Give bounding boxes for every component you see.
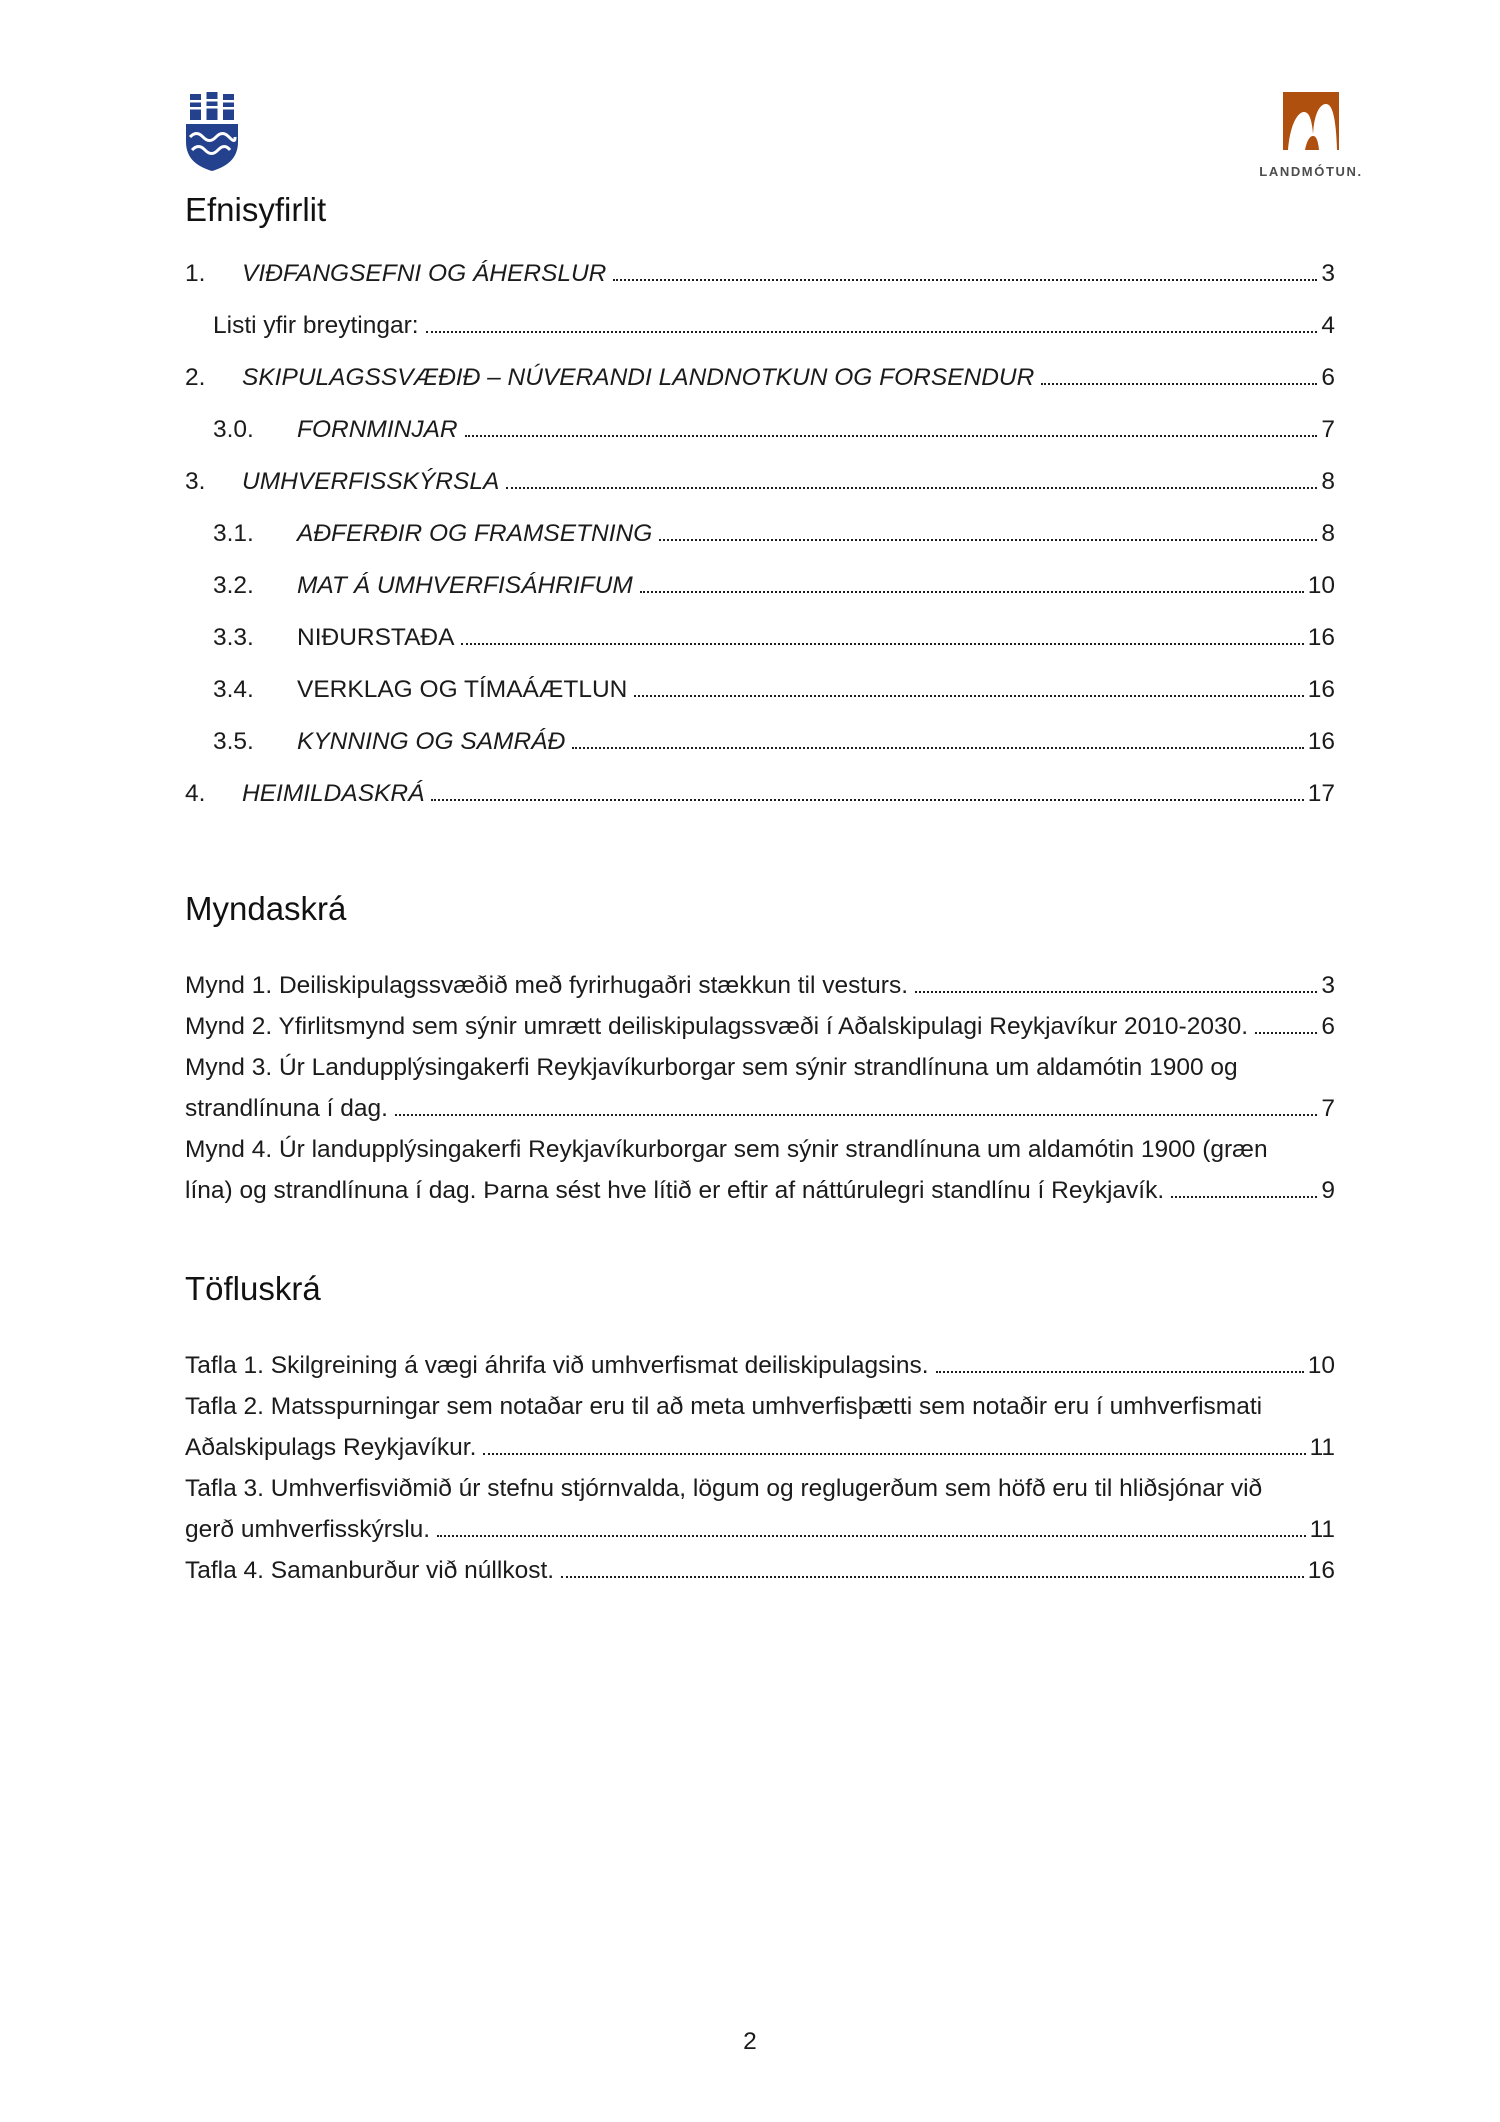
dot-leader: [465, 435, 1318, 437]
toc-entry-label: FORNMINJAR: [297, 416, 458, 443]
table-entry-page: 10: [1307, 1352, 1335, 1379]
table-entry[interactable]: [185, 1345, 1335, 1386]
toc-entry-label: AÐFERÐIR OG FRAMSETNING: [297, 520, 653, 547]
toc-entry[interactable]: [185, 518, 1335, 549]
toc-entry[interactable]: [185, 362, 1335, 393]
figure-entry-text: Mynd 4. Úr landupplýsingakerfi Reykjavíkurborgar sem sýnir strandlínuna um aldamótin 1900 (græn: [185, 1136, 1268, 1163]
toc-entry[interactable]: [185, 622, 1335, 653]
toc-entry-label: VERKLAG OG TÍMAÁÆTLUN: [297, 676, 628, 703]
figure-entry-text: lína) og strandlínuna í dag. Þarna sést hve lítið er eftir af náttúrulegri standlínu í Reykjavík.: [185, 1177, 1165, 1204]
toc-entry-number: 3.4.: [213, 676, 254, 703]
dot-leader: [1255, 1032, 1317, 1034]
figure-entry[interactable]: [185, 1047, 1335, 1129]
toc-heading: Efnisyfirlit: [185, 191, 327, 228]
toc-entry-label: VIÐFANGSEFNI OG ÁHERSLUR: [242, 260, 607, 287]
toc-entry[interactable]: [185, 778, 1335, 809]
toc-entry-label: HEIMILDASKRÁ: [242, 780, 425, 807]
table-entry-text: Tafla 1. Skilgreining á vægi áhrifa við umhverfismat deiliskipulagsins.: [185, 1352, 929, 1379]
toc-entry-label: KYNNING OG SAMRÁÐ: [297, 728, 566, 755]
toc-entry-page: 7: [1321, 416, 1335, 443]
toc-entry[interactable]: [185, 258, 1335, 289]
figure-entry-text: Mynd 2. Yfirlitsmynd sem sýnir umrætt deiliskipulagssvæði í Aðalskipulagi Reykjavíkur 2010-2030.: [185, 1013, 1249, 1040]
toc-entry-page: 16: [1307, 676, 1335, 703]
toc-entry-number: 3.1.: [213, 520, 254, 547]
toc-entry-number: 4.: [185, 780, 206, 807]
toc-entry-page: 8: [1321, 520, 1335, 547]
toc-entry-page: 16: [1307, 624, 1335, 651]
toc-entry[interactable]: [185, 726, 1335, 757]
dot-leader: [572, 747, 1304, 749]
figure-entry-page: 7: [1321, 1095, 1335, 1122]
table-entry-text: Aðalskipulags Reykjavíkur.: [185, 1434, 477, 1461]
dot-leader: [1171, 1196, 1317, 1198]
toc-entry-page: 10: [1307, 572, 1335, 599]
toc-entry[interactable]: [185, 310, 1335, 341]
figure-entry-page: 6: [1321, 1013, 1335, 1040]
dot-leader: [936, 1371, 1304, 1373]
toc-entry-label: SKIPULAGSSVÆÐIÐ – NÚVERANDI LANDNOTKUN OG FORSENDUR: [242, 364, 1035, 391]
table-entry-text: Tafla 4. Samanburður við núllkost.: [185, 1557, 555, 1584]
figure-entry[interactable]: [185, 1129, 1335, 1211]
toc-entry[interactable]: [185, 674, 1335, 705]
tables-list: [185, 1345, 1335, 1591]
landmotun-logo-text: LANDMÓTUN.: [1259, 164, 1363, 179]
toc-entry-page: 8: [1321, 468, 1335, 495]
dot-leader: [426, 331, 1318, 333]
figure-entry[interactable]: [185, 1006, 1335, 1047]
figures-heading: Myndaskrá: [185, 890, 347, 927]
dot-leader: [1041, 383, 1317, 385]
toc-entry-page: 3: [1321, 260, 1335, 287]
table-entry-page: 16: [1307, 1557, 1335, 1584]
toc-entry-page: 17: [1307, 780, 1335, 807]
toc-entry-page: 6: [1321, 364, 1335, 391]
toc-entry-number: 1.: [185, 260, 206, 287]
figures-list: [185, 965, 1335, 1211]
dot-leader: [634, 695, 1303, 697]
dot-leader: [506, 487, 1317, 489]
tables-heading: Töfluskrá: [185, 1270, 321, 1307]
table-entry-page: 11: [1309, 1434, 1335, 1461]
toc-entry[interactable]: [185, 570, 1335, 601]
dot-leader: [613, 279, 1317, 281]
toc-entry-label: NIÐURSTAÐA: [297, 624, 455, 651]
table-entry-page: 11: [1309, 1516, 1335, 1543]
table-entry[interactable]: [185, 1550, 1335, 1591]
toc-entry-number: 3.3.: [213, 624, 254, 651]
dot-leader: [395, 1114, 1317, 1116]
table-entry[interactable]: [185, 1386, 1335, 1468]
toc-entry-number: 3.: [185, 468, 206, 495]
table-entry[interactable]: [185, 1468, 1335, 1550]
dot-leader: [561, 1576, 1304, 1578]
figure-entry[interactable]: [185, 965, 1335, 1006]
dot-leader: [437, 1535, 1305, 1537]
figure-entry-text: Mynd 1. Deiliskipulagssvæðið með fyrirhugaðri stækkun til vesturs.: [185, 972, 909, 999]
toc-entry-label: Listi yfir breytingar:: [213, 312, 419, 339]
table-entry-text: gerð umhverfisskýrslu.: [185, 1516, 431, 1543]
figure-entry-page: 9: [1321, 1177, 1335, 1204]
dot-leader: [640, 591, 1304, 593]
toc-entry-label: MAT Á UMHVERFISÁHRIFUM: [297, 572, 633, 599]
toc-entry-number: 2.: [185, 364, 206, 391]
figure-entry-text: Mynd 3. Úr Landupplýsingakerfi Reykjavíkurborgar sem sýnir strandlínuna um aldamótin 1900 og: [185, 1054, 1238, 1081]
toc-entry-number: 3.0.: [213, 416, 254, 443]
dot-leader: [483, 1453, 1305, 1455]
toc-entry[interactable]: [185, 414, 1335, 445]
toc-entry-number: 3.2.: [213, 572, 254, 599]
dot-leader: [461, 643, 1303, 645]
toc-entry-label: UMHVERFISSKÝRSLA: [242, 468, 500, 495]
dot-leader: [431, 799, 1303, 801]
figure-entry-page: 3: [1321, 972, 1335, 999]
table-entry-text: Tafla 2. Matsspurningar sem notaðar eru til að meta umhverfisþætti sem notaðir eru í umhverfismati: [185, 1393, 1263, 1420]
dot-leader: [659, 539, 1317, 541]
dot-leader: [915, 991, 1317, 993]
table-of-contents: [185, 258, 1335, 809]
page-number: 2: [743, 2028, 757, 2055]
toc-entry[interactable]: [185, 466, 1335, 497]
toc-entry-number: 3.5.: [213, 728, 254, 755]
table-entry-text: Tafla 3. Umhverfisviðmið úr stefnu stjórnvalda, lögum og reglugerðum sem höfð eru til hliðsjónar við: [185, 1475, 1263, 1502]
toc-entry-page: 16: [1307, 728, 1335, 755]
figure-entry-text: strandlínuna í dag.: [185, 1095, 388, 1122]
toc-entry-page: 4: [1321, 312, 1335, 339]
